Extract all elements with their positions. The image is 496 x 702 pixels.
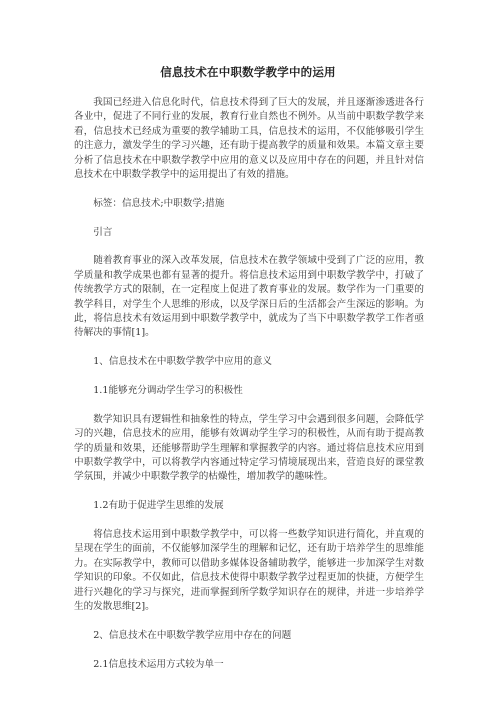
intro-heading: 引言 <box>93 226 113 238</box>
document-title: 信息技术在中职数学教学中的运用 <box>160 65 336 79</box>
section-1-1-paragraph: 数学知识具有逻辑性和抽象性的特点，学生学习中会遇到很多问题，会降低学习的兴趣，信息技术的应用，能够有效调动学生学习的积极性，从而有助于提高教学的质量和效果，还能够帮助学生理解和掌握教学的内容。通过将信息技术应用到中职数学教学中，可以将教学内容通过特定学习情境展现出来，营造良好的课堂教学氛围，并减少中职数学教学的枯燥性，增加教学的趣味性。 <box>74 413 424 483</box>
section-2-heading: 2、信息技术在中职数学教学应用中存在的问题 <box>93 629 292 641</box>
intro-paragraph: 随着教育事业的深入改革发展，信息技术在教学领域中受到了广泛的应用，教学质量和教学成果也都有显著的提升。将信息技术运用到中职数学教学中，打破了传统教学方式的限制，在一定程度上促进了教育事业的发展。数学作为一门重要的教学科目，对学生个人思维的形成，以及学深日后的生活都会产生深远的影响。为此，将信息技术有效运用到中职数学教学中，就成为了当下中职数学教学工作者亟待解决的事情[1]。 <box>74 255 424 339</box>
section-1-heading: 1、信息技术在中职数学教学中应用的意义 <box>93 356 272 368</box>
keywords-line: 标签：信息技术;中职数学;措施 <box>93 197 225 209</box>
section-1-2-paragraph: 将信息技术运用到中职数学教学中，可以将一些数学知识进行简化，并直观的呈现在学生的面前，不仅能够加深学生的理解和记忆，还有助于培养学生的思维能力。在实际教学中，教师可以借助多媒体设备辅助教学，能够进一步加深学生对数学知识的印象。不仅如此，信息技术使得中职数学教学过程更加的快捷，方便学生进行兴趣化的学习与探究，进而掌握到所学数学知识存在的规律，并进一步培养学生的发散思维[2]。 <box>74 529 424 613</box>
document-body <box>74 96 424 686</box>
abstract-paragraph: 我国已经进入信息化时代，信息技术得到了巨大的发展，并且逐渐渗透进各行各业中，促进了不同行业的发展，教育行业自然也不例外。从当前中职数学教学来看，信息技术已经成为重要的教学辅助工具，信息技术的运用，不仅能够吸引学生的注意力，激发学生的学习兴趣，还有助于提高教学的质量和效果。本篇文章主要分析了信息技术在中职数学教学中应用的意义以及应用中存在的问题，并且针对信息技术在中职数学教学中的运用提出了有效的措施。 <box>74 97 424 181</box>
section-1-1-heading: 1.1能够充分调动学生学习的积极性 <box>93 385 243 397</box>
section-2-1-heading: 2.1信息技术运用方式较为单一 <box>93 658 224 670</box>
section-1-2-heading: 1.2有助于促进学生思维的发展 <box>93 500 224 512</box>
